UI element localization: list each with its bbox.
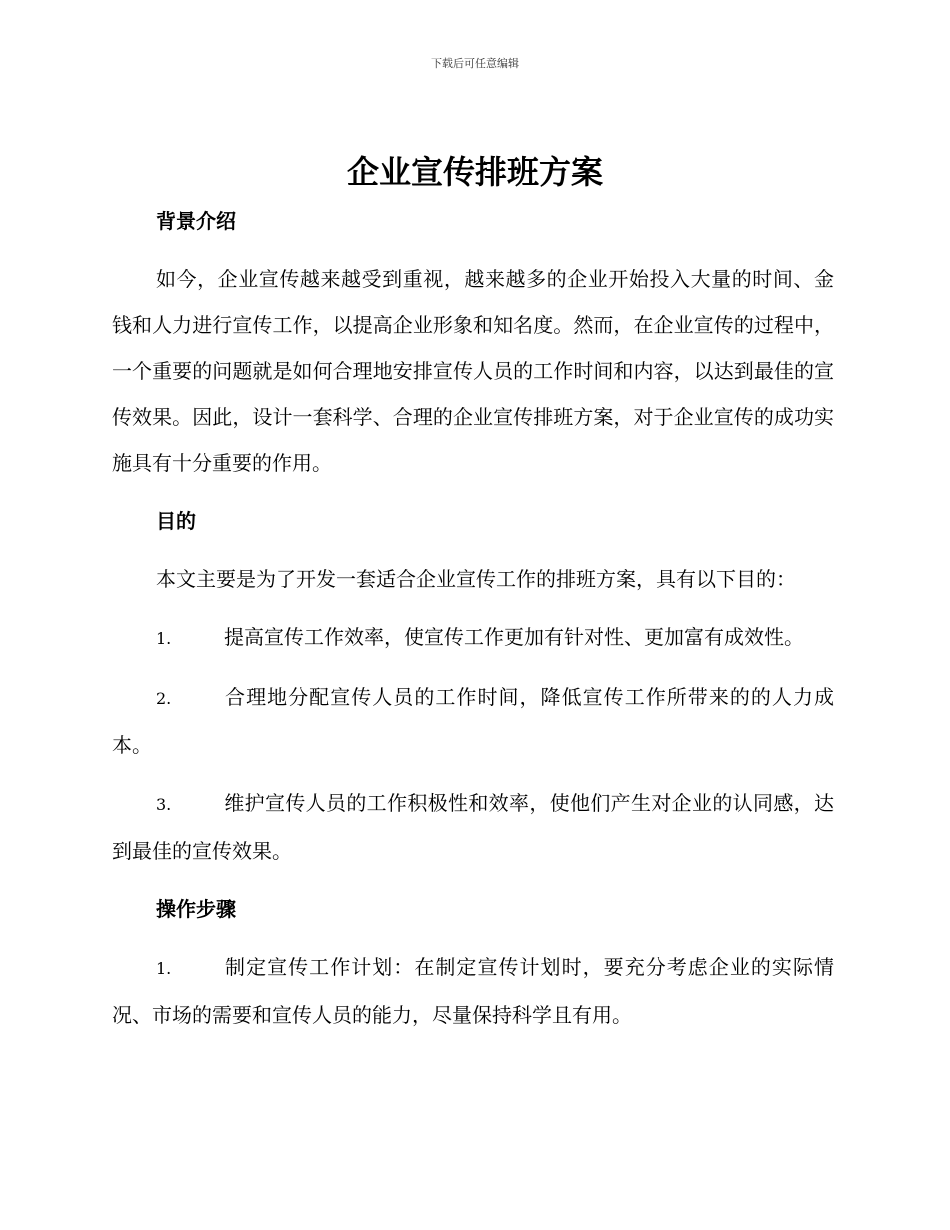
list-text: 制定宣传工作计划：在制定宣传计划时，要充分考虑企业的实际情况、市场的需要和宣传人员的能力，尽量保持科学且有用。: [112, 955, 834, 1027]
section-heading-purpose: 目的: [156, 509, 196, 533]
purpose-intro: 本文主要是为了开发一套适合企业宣传工作的排班方案，具有以下目的：: [156, 567, 796, 591]
list-item: [112, 780, 834, 874]
list-text: 提高宣传工作效率，使宣传工作更加有针对性、更加富有成效性。: [224, 625, 804, 649]
list-number: 1.: [156, 629, 172, 648]
list-number: 2.: [156, 689, 172, 708]
section-heading-steps: 操作步骤: [156, 897, 236, 921]
header-note: 下载后可任意编辑: [431, 57, 519, 70]
list-number: 1.: [156, 959, 172, 978]
list-item: [112, 944, 834, 1038]
background-paragraph: 如今，企业宣传越来越受到重视，越来越多的企业开始投入大量的时间、金钱和人力进行宣传工作，以提高企业形象和知名度。然而，在企业宣传的过程中，一个重要的问题就是如何合理地安排宣传人员的工作时间和内容，以达到最佳的宣传效果。因此，设计一套科学、合理的企业宣传排班方案，对于企业宣传的成功实施具有十分重要的作用。: [112, 267, 834, 475]
section-heading-background: 背景介绍: [156, 209, 236, 233]
document-title: 企业宣传排班方案: [346, 153, 603, 191]
document-body: [112, 198, 834, 1038]
list-item: [112, 674, 834, 768]
list-number: 3.: [156, 795, 172, 814]
list-item: [112, 614, 834, 662]
list-text: 合理地分配宣传人员的工作时间，降低宣传工作所带来的的人力成本。: [112, 685, 834, 757]
list-text: 维护宣传人员的工作积极性和效率，使他们产生对企业的认同感，达到最佳的宣传效果。: [112, 791, 834, 863]
